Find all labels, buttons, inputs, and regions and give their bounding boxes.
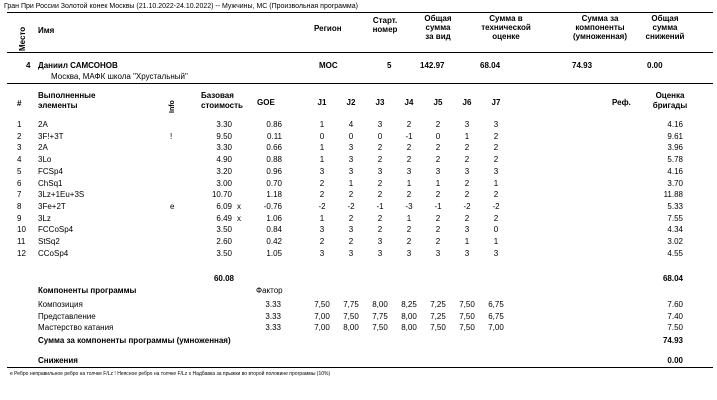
element-number: 10 [17, 225, 26, 235]
judge-goe-2: 3 [348, 155, 354, 165]
judge-goe-3: 2 [377, 213, 383, 223]
base-value: 3.20 [216, 166, 232, 176]
judge-goe-5: 0 [435, 131, 441, 141]
judge-goe-2: 3 [348, 225, 354, 235]
element-number: 12 [17, 248, 26, 258]
referee-header: Реф. [612, 98, 631, 107]
panel-score: 3.02 [667, 237, 683, 246]
table-row [0, 237, 717, 249]
judge-goe-2: 2 [348, 213, 354, 223]
base-value: 3.30 [216, 143, 232, 153]
goe-value: 0.66 [266, 143, 282, 153]
judge-goe-7: 3 [493, 166, 499, 176]
judge-goe-3: 3 [377, 120, 383, 129]
judge-goe-7: -2 [492, 201, 500, 211]
base-value: 6.09 [216, 201, 232, 211]
component-judge-7: 6,75 [488, 311, 504, 321]
judge-goe-2: 3 [348, 248, 354, 258]
goe-value: 0.11 [267, 131, 282, 141]
judge-goe-1: 2 [319, 237, 325, 246]
judge-goe-7: 1 [493, 237, 499, 246]
element-code: 3Lz+1Eu+3S [38, 190, 85, 200]
divider [7, 52, 713, 53]
judge-goe-7: 2 [493, 190, 499, 200]
deductions-label: Снижения [38, 356, 78, 365]
panel-score: 3.70 [667, 178, 683, 188]
components-total: 74.93 [662, 336, 683, 345]
element-number: 9 [17, 213, 22, 223]
judge-goe-6: 1 [464, 131, 470, 141]
judge-goe-6: 2 [464, 155, 470, 165]
judge-goe-3: 2 [377, 225, 383, 235]
skater-tes: 68.04 [480, 61, 501, 70]
judge-goe-4: 2 [406, 190, 412, 200]
element-code: 2A [38, 120, 48, 129]
table-row [0, 214, 717, 226]
judge-goe-4: 2 [406, 155, 412, 165]
deductions-value: 0.00 [667, 356, 683, 365]
table-row [0, 132, 717, 144]
divider [7, 12, 713, 13]
element-number-header: # [17, 99, 22, 108]
component-factor: 3.33 [265, 323, 281, 333]
elements-score-total: 68.04 [662, 274, 683, 283]
judge-goe-2: 2 [348, 190, 354, 200]
goe-value: 1.18 [266, 190, 282, 200]
judge-header-2: J2 [346, 98, 356, 107]
judge-goe-4: 3 [406, 248, 412, 258]
component-factor: 3.33 [265, 311, 281, 321]
component-judge-6: 7,50 [459, 311, 475, 321]
judge-header-4: J4 [404, 98, 414, 107]
region-header: Регион [314, 24, 342, 33]
judge-goe-7: 2 [493, 131, 499, 141]
judge-goe-7: 3 [493, 120, 499, 129]
base-value: 10.70 [211, 190, 232, 200]
judge-goe-1: -2 [318, 201, 326, 211]
component-judge-4: 8,25 [401, 300, 417, 309]
judge-goe-4: 1 [406, 178, 412, 188]
element-number: 11 [17, 237, 26, 246]
component-name: Представление [38, 311, 96, 321]
deductions-header: Общая сумма снижений [645, 14, 685, 41]
start-number-header: Старт. номер [372, 16, 398, 34]
judge-goe-1: 3 [319, 166, 325, 176]
judge-goe-7: 2 [493, 155, 499, 165]
element-info: ! [170, 131, 173, 141]
judge-goe-1: 1 [319, 213, 325, 223]
panel-score-header: Оценка бригады [652, 91, 688, 110]
footnote: e Ребро неправильное ребро на толчке F/Lz ! Неясное ребро на толчке F/Lz x Надбавка за прыжки во второй половине программы (10%) [10, 371, 331, 377]
table-row [0, 155, 717, 167]
table-row [0, 202, 717, 214]
component-judge-2: 7,75 [343, 300, 359, 309]
element-header: Выполненные элементы [38, 91, 96, 110]
element-code: ChSq1 [38, 178, 63, 188]
bonus-marker: x [237, 201, 241, 211]
judge-goe-4: 2 [406, 225, 412, 235]
components-total-label: Сумма за компоненты программы (умноженная) [38, 336, 231, 345]
judge-goe-6: 3 [464, 166, 470, 176]
judge-goe-6: 2 [464, 190, 470, 200]
component-judge-1: 7,00 [314, 311, 330, 321]
panel-score: 7.55 [667, 213, 683, 223]
judge-goe-5: 3 [435, 248, 441, 258]
table-row [0, 190, 717, 202]
component-score: 7.40 [667, 311, 683, 321]
panel-score: 4.16 [667, 166, 683, 176]
base-value: 3.50 [216, 225, 232, 235]
judge-goe-2: 3 [348, 143, 354, 153]
panel-score: 5.78 [667, 155, 683, 165]
goe-value: 0.84 [266, 225, 282, 235]
judge-goe-5: 2 [435, 155, 441, 165]
element-code: 3F!+3T [38, 131, 64, 141]
element-number: 7 [17, 190, 22, 200]
component-judge-1: 7,00 [314, 323, 330, 333]
judge-goe-1: 3 [319, 248, 325, 258]
goe-value: 0.96 [266, 166, 282, 176]
component-judge-3: 8,00 [372, 300, 388, 309]
judge-goe-5: -1 [434, 201, 442, 211]
table-row [0, 167, 717, 179]
element-info: e [170, 201, 175, 211]
judge-header-3: J3 [375, 98, 385, 107]
judge-goe-4: 2 [406, 120, 412, 129]
component-name: Композиция [38, 300, 83, 309]
judge-goe-2: 2 [348, 237, 354, 246]
judge-goe-2: 4 [348, 120, 354, 129]
base-value: 3.30 [216, 120, 232, 129]
element-number: 2 [17, 131, 22, 141]
component-name: Мастерство катания [38, 323, 114, 333]
judge-goe-4: 1 [406, 213, 412, 223]
judge-goe-7: 2 [493, 143, 499, 153]
skater-total: 142.97 [420, 61, 445, 70]
factor-header: Фактор [256, 286, 283, 295]
table-row [0, 143, 717, 155]
judge-goe-1: 2 [319, 178, 325, 188]
component-judge-7: 6,75 [488, 300, 504, 309]
component-judge-1: 7,50 [314, 300, 330, 309]
judge-header-1: J1 [317, 98, 327, 107]
component-judge-6: 7,50 [459, 300, 475, 309]
base-value: 2.60 [216, 237, 232, 246]
table-row [0, 249, 717, 261]
component-judge-4: 8,00 [401, 311, 417, 321]
table-row [0, 225, 717, 237]
base-value-header: Базовая стоимость [201, 91, 243, 110]
goe-value: 0.70 [266, 178, 282, 188]
judge-goe-6: 3 [464, 248, 470, 258]
judge-goe-4: 2 [406, 237, 412, 246]
panel-score: 11.88 [663, 190, 683, 200]
element-code: 3Lz [38, 213, 51, 223]
skater-name: Даниил САМСОНОВ [38, 61, 118, 70]
judge-goe-5: 1 [435, 178, 441, 188]
panel-score: 3.96 [667, 143, 683, 153]
judge-goe-6: 3 [464, 225, 470, 235]
judge-goe-2: -2 [347, 201, 355, 211]
goe-value: 0.42 [266, 237, 282, 246]
judge-goe-2: 1 [348, 178, 354, 188]
components-title: Компоненты программы [38, 286, 137, 295]
judge-goe-6: 2 [464, 213, 470, 223]
divider [7, 83, 713, 84]
judge-goe-2: 0 [348, 131, 354, 141]
base-value: 4.90 [216, 155, 232, 165]
skater-club: Москва, МАФК школа "Хрустальный" [51, 72, 188, 81]
base-value: 3.50 [216, 248, 232, 258]
info-header: Info [169, 100, 176, 113]
judge-goe-6: 1 [464, 237, 470, 246]
element-code: FCCoSp4 [38, 225, 74, 235]
goe-value: 0.88 [266, 155, 282, 165]
component-judge-5: 7,50 [430, 323, 446, 333]
component-judge-6: 7,50 [459, 323, 475, 333]
component-judge-2: 8,00 [343, 323, 359, 333]
component-judge-7: 7,00 [488, 323, 504, 333]
panel-score: 5.33 [667, 201, 683, 211]
judge-goe-3: 3 [377, 248, 383, 258]
judge-goe-1: 2 [319, 190, 325, 200]
name-header: Имя [38, 26, 55, 35]
judge-goe-5: 2 [435, 237, 441, 246]
judge-goe-4: -1 [405, 131, 413, 141]
element-code: StSq2 [38, 237, 60, 246]
judge-goe-3: 2 [377, 155, 383, 165]
element-number: 4 [17, 155, 22, 165]
judge-goe-3: -1 [376, 201, 384, 211]
panel-score: 9.61 [667, 131, 683, 141]
panel-score: 4.34 [667, 225, 683, 235]
element-number: 3 [17, 143, 22, 153]
judge-goe-1: 3 [319, 225, 325, 235]
element-code: 3Fe+2T [38, 201, 66, 211]
judge-goe-4: -3 [405, 201, 413, 211]
judge-goe-3: 3 [377, 237, 383, 246]
element-number: 1 [17, 120, 22, 129]
judge-goe-2: 3 [348, 166, 354, 176]
component-row [0, 323, 717, 335]
panel-score: 4.55 [667, 248, 683, 258]
component-score: 7.50 [667, 323, 683, 333]
judge-goe-1: 0 [319, 131, 325, 141]
judge-goe-7: 2 [493, 213, 499, 223]
skater-start-number: 5 [387, 61, 392, 70]
judge-goe-5: 2 [435, 143, 441, 153]
base-value: 9.50 [216, 131, 232, 141]
event-title: Гран При России Золотой конек Москвы (21.10.2022-24.10.2022) -- Мужчины, МС (Произвольная программа) [4, 3, 358, 10]
judge-goe-1: 1 [319, 155, 325, 165]
component-score: 7.60 [667, 300, 683, 309]
judge-goe-5: 2 [435, 225, 441, 235]
component-judge-3: 7,50 [372, 323, 388, 333]
component-judge-3: 7,75 [372, 311, 388, 321]
base-value-total: 60.08 [213, 274, 234, 283]
skater-pcs: 74.93 [572, 61, 593, 70]
judge-goe-6: 2 [464, 178, 470, 188]
judge-goe-5: 2 [435, 190, 441, 200]
table-row [0, 120, 717, 132]
skater-deductions: 0.00 [647, 61, 663, 70]
component-judge-5: 7,25 [430, 311, 446, 321]
base-value: 6.49 [216, 213, 232, 223]
bonus-marker: x [237, 213, 241, 223]
judge-goe-1: 1 [319, 143, 325, 153]
component-factor: 3.33 [265, 300, 281, 309]
element-code: FCSp4 [38, 166, 63, 176]
judge-goe-4: 3 [406, 166, 412, 176]
judge-header-7: J7 [491, 98, 501, 107]
judge-goe-6: 2 [464, 143, 470, 153]
table-row [0, 179, 717, 191]
element-number: 6 [17, 178, 22, 188]
component-row [0, 312, 717, 324]
goe-header: GOE [257, 98, 275, 107]
element-code: CCoSp4 [38, 248, 69, 258]
panel-score: 4.16 [667, 120, 683, 129]
judge-goe-4: 2 [406, 143, 412, 153]
judge-goe-6: 3 [464, 120, 470, 129]
divider [7, 367, 713, 368]
goe-value: 0.86 [266, 120, 282, 129]
judge-goe-6: -2 [463, 201, 471, 211]
element-number: 5 [17, 166, 22, 176]
judge-goe-3: 2 [377, 190, 383, 200]
judge-header-6: J6 [462, 98, 472, 107]
element-code: 2A [38, 143, 48, 153]
judge-goe-1: 1 [319, 120, 325, 129]
base-value: 3.00 [216, 178, 232, 188]
component-judge-4: 8,00 [401, 323, 417, 333]
skater-place: 4 [26, 61, 31, 70]
element-number: 8 [17, 201, 22, 211]
pcs-header: Сумма за компоненты (умноженная) [573, 14, 627, 41]
judge-goe-7: 3 [493, 248, 499, 258]
judge-header-5: J5 [433, 98, 443, 107]
judge-goe-5: 2 [435, 120, 441, 129]
judge-goe-3: 3 [377, 166, 383, 176]
judge-goe-7: 0 [493, 225, 499, 235]
component-judge-5: 7,25 [430, 300, 446, 309]
judge-goe-3: 2 [377, 143, 383, 153]
goe-value: 1.06 [266, 213, 282, 223]
tes-header: Сумма в технической оценке [481, 14, 531, 41]
element-code: 3Lo [38, 155, 52, 165]
goe-value: -0.76 [263, 201, 282, 211]
judge-goe-3: 2 [377, 178, 383, 188]
skater-region: МОС [319, 61, 338, 70]
judge-goe-5: 3 [435, 166, 441, 176]
place-header: Место [18, 26, 27, 51]
judge-goe-3: 0 [377, 131, 383, 141]
goe-value: 1.05 [266, 248, 282, 258]
component-judge-2: 7,50 [343, 311, 359, 321]
component-row [0, 300, 717, 312]
total-segment-header: Общая сумма за вид [424, 14, 452, 41]
judge-goe-5: 2 [435, 213, 441, 223]
judge-goe-7: 1 [493, 178, 499, 188]
